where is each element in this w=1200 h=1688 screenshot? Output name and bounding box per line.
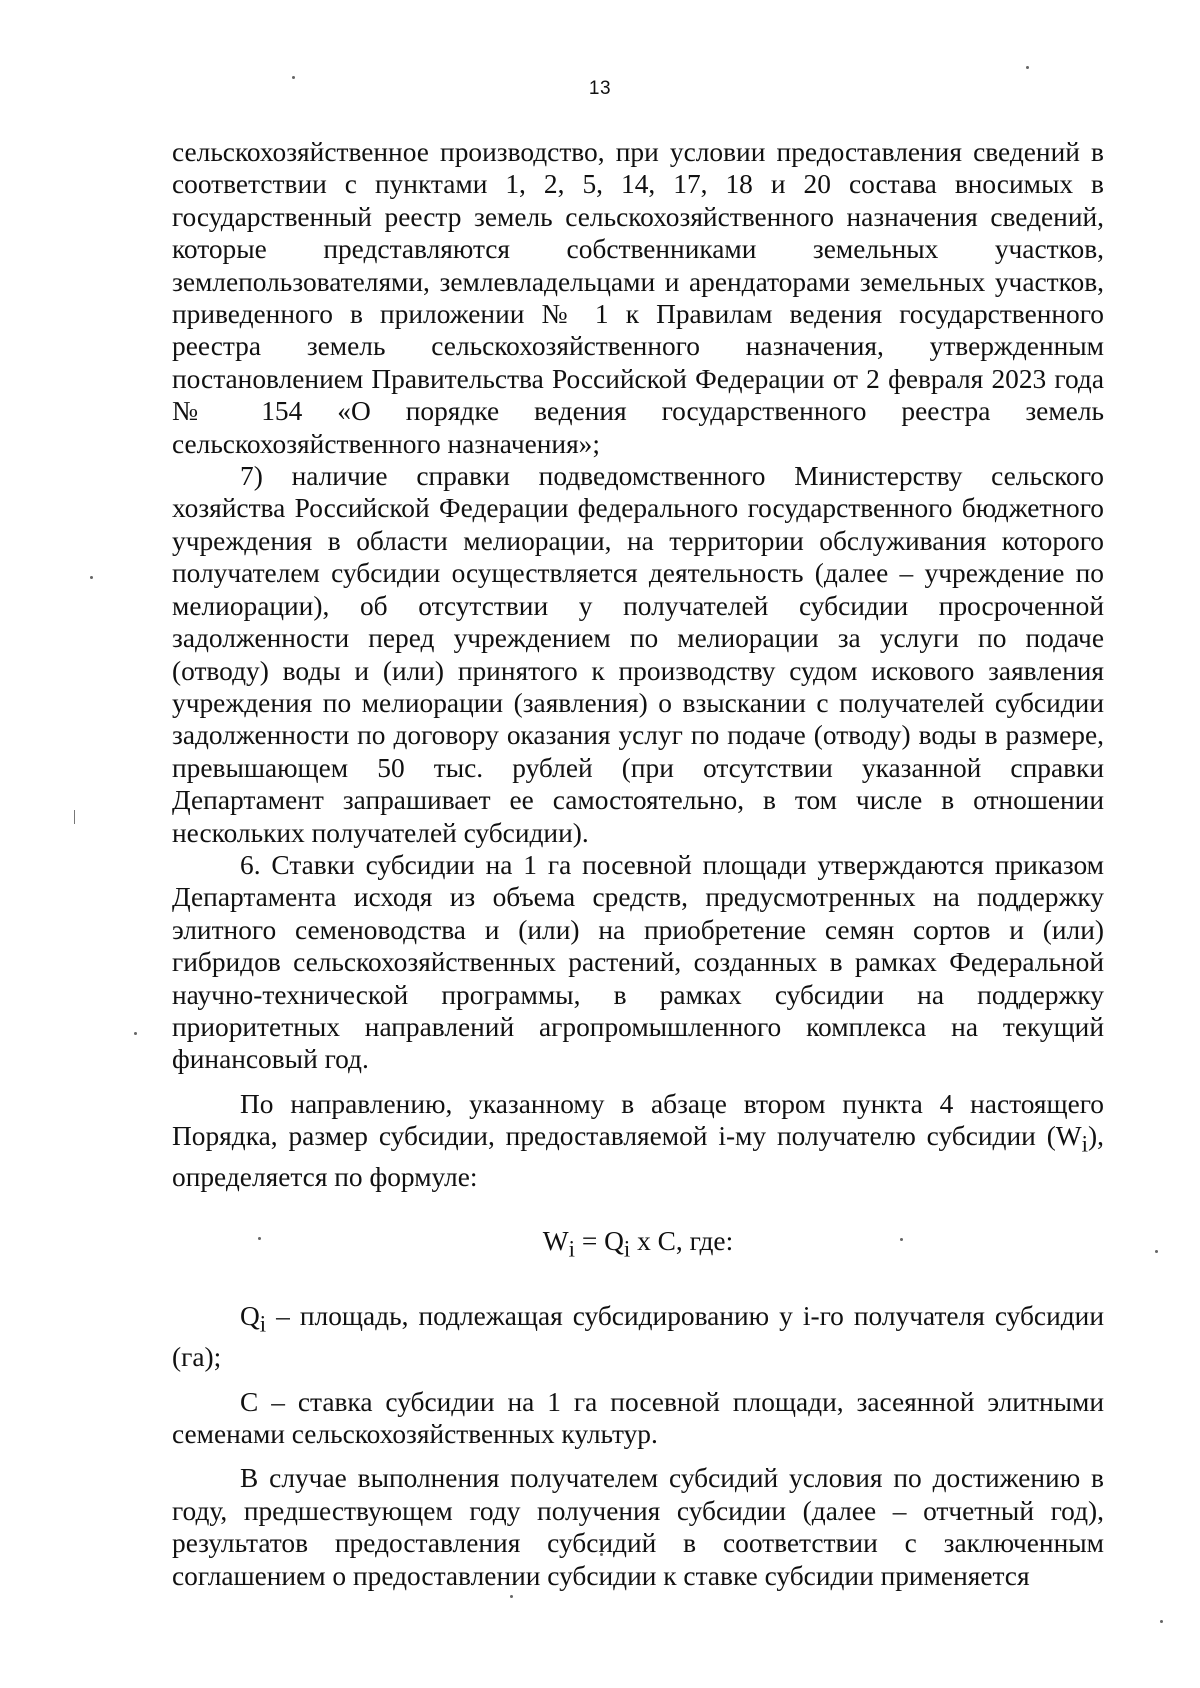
scan-speck <box>510 1595 513 1598</box>
page-number: 13 <box>588 78 612 99</box>
definition-q-text: – площадь, подлежащая субсидированию у i-го получателя субсидии (га); <box>172 1301 1104 1373</box>
paragraph-definition-q <box>172 1300 1104 1373</box>
definition-q-subscript: i <box>259 1311 267 1337</box>
scan-speck <box>134 1032 137 1035</box>
scan-speck <box>1155 1250 1158 1253</box>
formula-intro-text: По направлению, указанному в абзаце втором пункта 4 настоящего Порядка, размер субсидии, предоставляемой i-му получателю субсидии (W <box>172 1088 1104 1152</box>
formula <box>172 1225 1104 1266</box>
scan-speck <box>292 76 295 79</box>
scan-speck <box>1026 66 1029 69</box>
formula-lhs: W <box>542 1226 569 1257</box>
paragraph-section-6: 6. Ставки субсидии на 1 га посевной площади утверждаются приказом Департамента исходя из объема средств, предусмотренных на поддержку элитного семеноводства и (или) на приобретение семян сортов и (или) гибридов сельскохозяйственных растений, созданных в рамках Федеральной научно-технической программы, в рамках субсидии на поддержку приоритетных направлений агропромышленного комплекса на текущий финансовый год. <box>172 849 1104 1075</box>
paragraph-continuation: сельскохозяйственное производство, при условии предоставления сведений в соответствии с пунктами 1, 2, 5, 14, 17, 18 и 20 состава вносимых в государственный реестр земель сельскохозяйственного назначения сведений, которые представляются собственниками земельных участков, землепользователями, землевладельцами и арендаторами земельных участков, приведенного в приложении № 1 к Правилам ведения государственного реестра земель сельскохозяйственного назначения, утвержденным постановлением Правительства Российской Федерации от 2 февраля 2023 года № 154 «О порядке ведения государственного реестра земель сельскохозяйственного назначения»; <box>172 137 1104 459</box>
formula-lhs-subscript: i <box>568 1236 575 1262</box>
formula-rhs: x C, где: <box>630 1226 734 1257</box>
paragraph-definition-c: C – ставка субсидии на 1 га посевной площади, засеянной элитными семенами сельскохозяйственных культур. <box>172 1386 1104 1450</box>
paragraph-reporting-year: В случае выполнения получателем субсидий условия по достижению в году, предшествующем году получения субсидии (далее – отчетный год), результатов предоставления субсидий в соответствии с заключенным соглашением о предоставлении субсидии к ставке субсидии применяется <box>172 1463 1104 1591</box>
document-body <box>172 136 1104 1592</box>
definition-q-symbol: Q <box>240 1301 260 1332</box>
formula-equals: = Q <box>574 1226 624 1257</box>
scan-speck <box>1160 1620 1163 1623</box>
paragraph-item-7: 7) наличие справки подведомственного Министерству сельского хозяйства Российской Федерации федерального государственного бюджетного учреждения в области мелиорации, на территории обслуживания которого получателем субсидии осуществляется деятельность (далее – учреждение по мелиорации), об отсутствии у получателей субсидии просроченной задолженности перед учреждением по мелиорации за услуги по подаче (отводу) воды и (или) принятого к производству судом искового заявления учреждения по мелиорации (заявления) о взыскании с получателей субсидии задолженности по договору оказания услуг по подаче (отводу) воды в размере, превышающем 50 тыс. рублей (при отсутствии указанной справки Департамент запрашивает ее самостоятельно, в том числе в отношении нескольких получателей субсидии). <box>172 461 1104 848</box>
formula-intro-subscript: i <box>1081 1131 1089 1157</box>
formula-q-subscript: i <box>623 1236 631 1262</box>
paragraph-formula-intro <box>172 1088 1104 1194</box>
scan-speck <box>74 810 75 824</box>
formula-intro-ending: ), определяется по формуле: <box>172 1121 1104 1193</box>
scan-speck <box>90 576 93 579</box>
